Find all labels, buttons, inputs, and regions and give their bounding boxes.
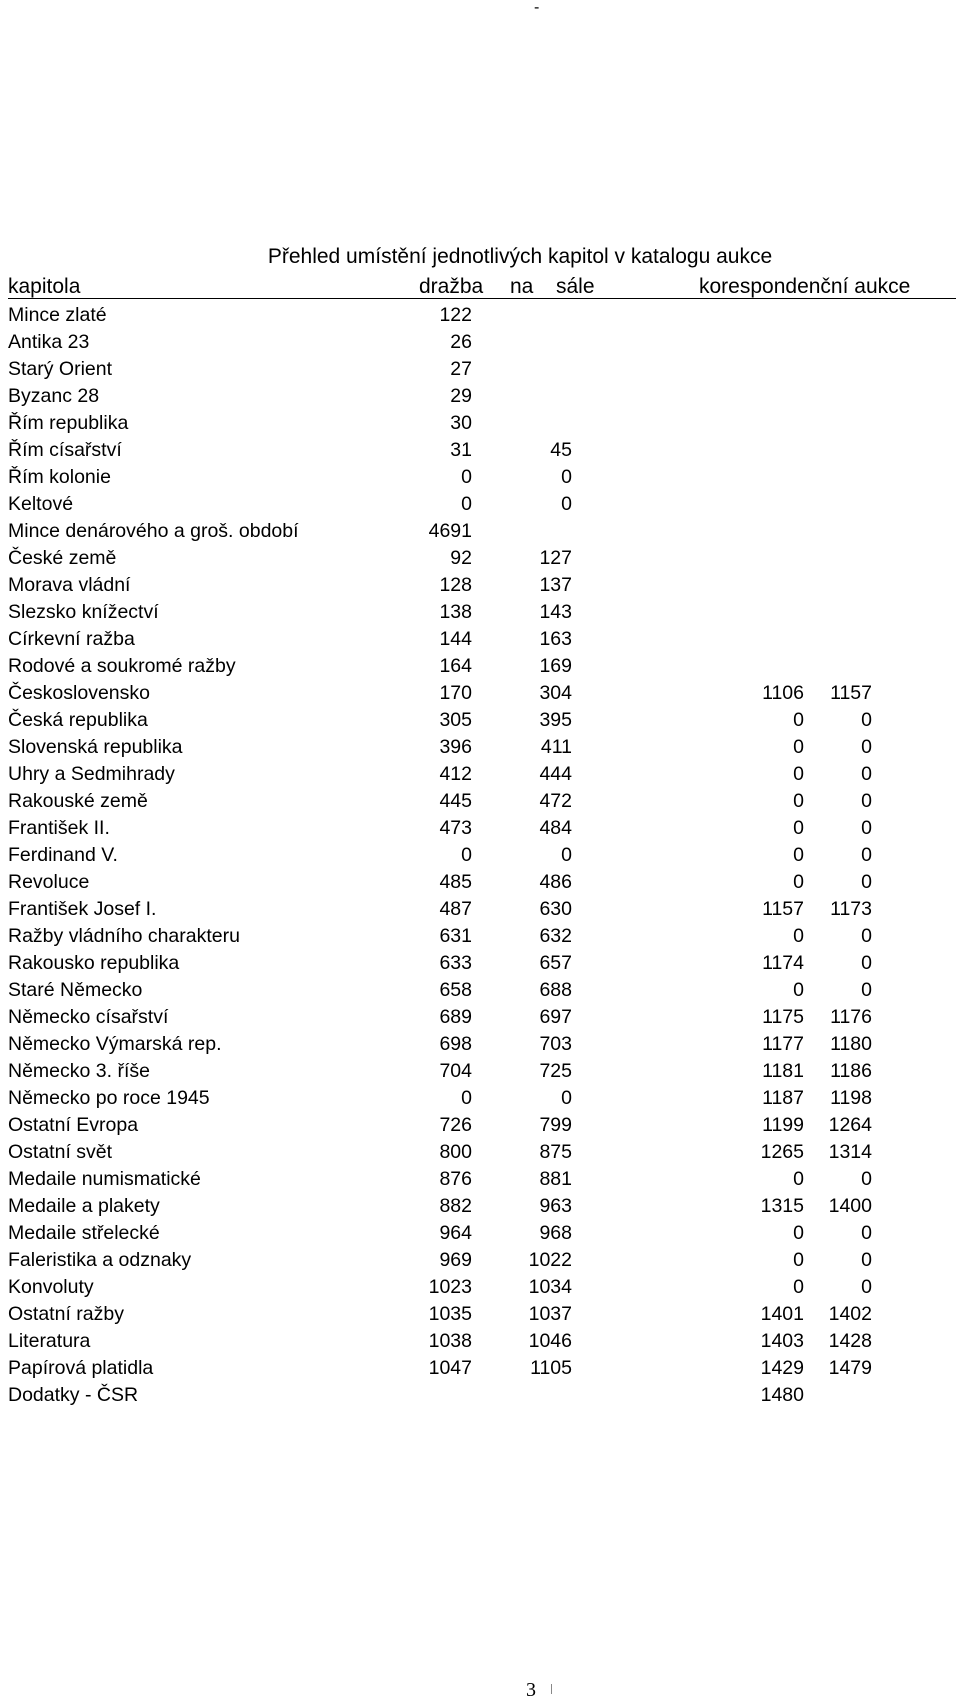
table-row xyxy=(0,1328,960,1355)
table-row xyxy=(0,1058,960,1085)
document-title: Přehled umístění jednotlivých kapitol v katalogu aukce xyxy=(267,245,773,268)
table-row xyxy=(0,410,960,437)
sale-auction-to: 444 xyxy=(539,763,572,785)
correspondence-auction-from: 0 xyxy=(793,844,804,866)
chapter-name: Revoluce xyxy=(8,871,90,893)
table-row xyxy=(0,356,960,383)
table-row xyxy=(0,1220,960,1247)
chapter-name: Antika 23 xyxy=(8,331,90,353)
sale-auction-from: 633 xyxy=(439,952,472,974)
table-row xyxy=(0,1112,960,1139)
correspondence-auction-from: 1106 xyxy=(762,682,804,704)
correspondence-auction-from: 1315 xyxy=(760,1195,804,1217)
sale-auction-to: 688 xyxy=(539,979,572,1001)
correspondence-auction-to: 1264 xyxy=(828,1114,872,1136)
table-row xyxy=(0,653,960,680)
sale-auction-to: 486 xyxy=(539,871,572,893)
correspondence-auction-from: 1199 xyxy=(762,1114,804,1136)
chapter-name: Ražby vládního charakteru xyxy=(8,925,240,947)
table-row xyxy=(0,788,960,815)
correspondence-auction-from: 0 xyxy=(793,1222,804,1244)
sale-auction-to: 395 xyxy=(539,709,572,731)
sale-auction-from: 92 xyxy=(450,547,472,569)
sale-auction-to: 1037 xyxy=(528,1303,572,1325)
sale-auction-from: 128 xyxy=(439,574,472,596)
sale-auction-to: 0 xyxy=(561,844,572,866)
sale-auction-from: 473 xyxy=(439,817,472,839)
chapter-name: Mince zlaté xyxy=(8,304,107,326)
top-mark: - xyxy=(534,0,540,16)
chapter-name: Uhry a Sedmihrady xyxy=(8,763,175,785)
table-row xyxy=(0,491,960,518)
table-row xyxy=(0,302,960,329)
correspondence-auction-from: 0 xyxy=(793,1276,804,1298)
chapter-name: Faleristika a odznaky xyxy=(8,1249,192,1271)
chapter-name: Rakouské země xyxy=(8,790,148,812)
sale-auction-to: 0 xyxy=(561,466,572,488)
header-korespondencni-aukce: korespondenční aukce xyxy=(699,275,911,298)
correspondence-auction-from: 0 xyxy=(793,736,804,758)
table-row xyxy=(0,1031,960,1058)
chapter-name: Medaile a plakety xyxy=(8,1195,160,1217)
correspondence-auction-from: 0 xyxy=(793,979,804,1001)
chapter-name: Medaile numismatické xyxy=(8,1168,201,1190)
correspondence-auction-to: 0 xyxy=(861,979,872,1001)
sale-auction-from: 800 xyxy=(439,1141,472,1163)
correspondence-auction-to: 0 xyxy=(861,709,872,731)
table-row xyxy=(0,464,960,491)
chapter-name: František Josef I. xyxy=(8,898,157,920)
sale-auction-to: 1022 xyxy=(528,1249,572,1271)
correspondence-auction-to: 0 xyxy=(861,790,872,812)
table-header xyxy=(0,273,960,300)
sale-auction-to: 484 xyxy=(539,817,572,839)
chapter-name: Konvoluty xyxy=(8,1276,94,1298)
chapter-name: Mince denárového a groš. období xyxy=(8,520,299,542)
correspondence-auction-to: 0 xyxy=(861,736,872,758)
sale-auction-from: 144 xyxy=(439,628,472,650)
chapter-name: Ostatní svět xyxy=(8,1141,113,1163)
sale-auction-to: 881 xyxy=(539,1168,572,1190)
sale-auction-to: 127 xyxy=(539,547,572,569)
table-row xyxy=(0,1274,960,1301)
correspondence-auction-to: 1402 xyxy=(828,1303,872,1325)
correspondence-auction-to: 0 xyxy=(861,952,872,974)
chapter-name: Ferdinand V. xyxy=(8,844,118,866)
table-row xyxy=(0,518,960,545)
table-row xyxy=(0,1085,960,1112)
correspondence-auction-to: 0 xyxy=(861,1276,872,1298)
correspondence-auction-to: 1180 xyxy=(830,1033,872,1055)
chapter-name: Rakousko republika xyxy=(8,952,180,974)
sale-auction-from: 412 xyxy=(439,763,472,785)
table-row xyxy=(0,1166,960,1193)
page-number: 3 xyxy=(526,1679,536,1701)
table-row xyxy=(0,626,960,653)
table-row xyxy=(0,761,960,788)
correspondence-auction-to: 1198 xyxy=(830,1087,872,1109)
table-row xyxy=(0,1382,960,1409)
sale-auction-to: 657 xyxy=(539,952,572,974)
correspondence-auction-from: 0 xyxy=(793,790,804,812)
table-row xyxy=(0,1004,960,1031)
chapter-name: Československo xyxy=(8,682,150,704)
sale-auction-from: 704 xyxy=(439,1060,472,1082)
sale-auction-from: 487 xyxy=(439,898,472,920)
sale-auction-from: 1047 xyxy=(428,1357,472,1379)
sale-auction-to: 143 xyxy=(539,601,572,623)
sale-auction-from: 876 xyxy=(439,1168,472,1190)
correspondence-auction-to: 0 xyxy=(861,871,872,893)
correspondence-auction-to: 0 xyxy=(861,1168,872,1190)
sale-auction-to: 1105 xyxy=(530,1357,572,1379)
correspondence-auction-from: 0 xyxy=(793,817,804,839)
sale-auction-from: 164 xyxy=(439,655,472,677)
table-row xyxy=(0,1139,960,1166)
correspondence-auction-to: 0 xyxy=(861,925,872,947)
sale-auction-from: 27 xyxy=(450,358,472,380)
chapter-name: Česká republika xyxy=(8,709,148,731)
correspondence-auction-from: 1181 xyxy=(762,1060,804,1082)
correspondence-auction-from: 1429 xyxy=(760,1357,804,1379)
chapter-name: Řím republika xyxy=(8,412,129,434)
header-na: na xyxy=(510,275,534,298)
correspondence-auction-to: 0 xyxy=(861,1222,872,1244)
sale-auction-from: 31 xyxy=(450,439,472,461)
sale-auction-from: 689 xyxy=(439,1006,472,1028)
sale-auction-to: 630 xyxy=(539,898,572,920)
correspondence-auction-from: 1403 xyxy=(760,1330,804,1352)
table-row xyxy=(0,734,960,761)
correspondence-auction-from: 0 xyxy=(793,871,804,893)
table-row xyxy=(0,896,960,923)
sale-auction-from: 1035 xyxy=(428,1303,472,1325)
sale-auction-from: 964 xyxy=(439,1222,472,1244)
sale-auction-to: 1034 xyxy=(528,1276,572,1298)
header-sale: sále xyxy=(556,275,595,298)
sale-auction-from: 1038 xyxy=(428,1330,472,1352)
correspondence-auction-to: 0 xyxy=(861,1249,872,1271)
sale-auction-to: 472 xyxy=(539,790,572,812)
correspondence-auction-to: 0 xyxy=(861,844,872,866)
table-row xyxy=(0,437,960,464)
correspondence-auction-to: 1186 xyxy=(830,1060,872,1082)
sale-auction-to: 45 xyxy=(550,439,572,461)
header-drazba: dražba xyxy=(419,275,484,298)
correspondence-auction-to: 0 xyxy=(861,763,872,785)
sale-auction-from: 0 xyxy=(461,844,472,866)
correspondence-auction-from: 1175 xyxy=(762,1006,804,1028)
correspondence-auction-from: 0 xyxy=(793,925,804,947)
chapter-name: Církevní ražba xyxy=(8,628,135,650)
correspondence-auction-to: 1157 xyxy=(830,682,872,704)
table-row xyxy=(0,1355,960,1382)
sale-auction-to: 0 xyxy=(561,1087,572,1109)
correspondence-auction-from: 1157 xyxy=(762,898,804,920)
chapter-name: Starý Orient xyxy=(8,358,113,380)
chapter-name: Řím císařství xyxy=(8,439,122,461)
correspondence-auction-from: 1174 xyxy=(762,952,804,974)
sale-auction-from: 1023 xyxy=(428,1276,472,1298)
sale-auction-from: 305 xyxy=(439,709,472,731)
chapter-name: František II. xyxy=(8,817,110,839)
table-row xyxy=(0,1193,960,1220)
sale-auction-from: 658 xyxy=(439,979,472,1001)
chapter-name: Keltové xyxy=(8,493,74,515)
header-underline xyxy=(8,298,956,299)
correspondence-auction-from: 0 xyxy=(793,763,804,785)
table-row xyxy=(0,329,960,356)
table-row xyxy=(0,1247,960,1274)
sale-auction-from: 969 xyxy=(439,1249,472,1271)
correspondence-auction-to: 1173 xyxy=(830,898,872,920)
sale-auction-from: 30 xyxy=(450,412,472,434)
chapter-name: Morava vládní xyxy=(8,574,131,596)
chapter-name: Německo Výmarská rep. xyxy=(8,1033,222,1055)
table-row xyxy=(0,869,960,896)
table-row xyxy=(0,680,960,707)
chapter-name: Rodové a soukromé ražby xyxy=(8,655,236,677)
chapter-name: Slezsko knížectví xyxy=(8,601,159,623)
chapter-name: Literatura xyxy=(8,1330,91,1352)
sale-auction-to: 411 xyxy=(540,736,572,758)
sale-auction-from: 882 xyxy=(439,1195,472,1217)
sale-auction-from: 0 xyxy=(461,493,472,515)
chapter-name: Německo 3. říše xyxy=(8,1060,150,1082)
table-row xyxy=(0,923,960,950)
chapter-name: Byzanc 28 xyxy=(8,385,100,407)
chapter-name: Ostatní Evropa xyxy=(8,1114,139,1136)
sale-auction-from: 0 xyxy=(461,1087,472,1109)
sale-auction-to: 169 xyxy=(539,655,572,677)
table-row xyxy=(0,383,960,410)
table-row xyxy=(0,950,960,977)
chapter-name: Ostatní ražby xyxy=(8,1303,124,1325)
chapter-name: Papírová platidla xyxy=(8,1357,154,1379)
sale-auction-to: 703 xyxy=(539,1033,572,1055)
table-row xyxy=(0,1301,960,1328)
correspondence-auction-from: 0 xyxy=(793,709,804,731)
sale-auction-from: 122 xyxy=(439,304,472,326)
table-row xyxy=(0,572,960,599)
sale-auction-to: 963 xyxy=(539,1195,572,1217)
correspondence-auction-to: 1428 xyxy=(828,1330,872,1352)
table-row xyxy=(0,707,960,734)
sale-auction-to: 163 xyxy=(539,628,572,650)
sale-auction-from: 445 xyxy=(439,790,472,812)
correspondence-auction-from: 1401 xyxy=(760,1303,804,1325)
correspondence-auction-to: 1479 xyxy=(828,1357,872,1379)
sale-auction-from: 0 xyxy=(461,466,472,488)
sale-auction-from: 4691 xyxy=(428,520,472,542)
table-row xyxy=(0,599,960,626)
table-row xyxy=(0,977,960,1004)
correspondence-auction-from: 0 xyxy=(793,1168,804,1190)
sale-auction-from: 698 xyxy=(439,1033,472,1055)
sale-auction-to: 799 xyxy=(539,1114,572,1136)
page-mark xyxy=(551,1684,552,1694)
correspondence-auction-to: 0 xyxy=(861,817,872,839)
table-row xyxy=(0,842,960,869)
sale-auction-from: 485 xyxy=(439,871,472,893)
header-kapitola: kapitola xyxy=(8,275,81,298)
chapter-name: Dodatky - ČSR xyxy=(8,1384,139,1406)
chapter-name: Německo po roce 1945 xyxy=(8,1087,210,1109)
sale-auction-from: 29 xyxy=(450,385,472,407)
sale-auction-to: 875 xyxy=(539,1141,572,1163)
sale-auction-to: 304 xyxy=(539,682,572,704)
chapter-name: České země xyxy=(8,547,117,569)
chapter-name: Medaile střelecké xyxy=(8,1222,160,1244)
correspondence-auction-to: 1400 xyxy=(828,1195,872,1217)
chapter-name: Řím kolonie xyxy=(8,466,111,488)
correspondence-auction-from: 1265 xyxy=(760,1141,804,1163)
sale-auction-from: 26 xyxy=(450,331,472,353)
sale-auction-from: 138 xyxy=(439,601,472,623)
sale-auction-from: 396 xyxy=(439,736,472,758)
table-row xyxy=(0,545,960,572)
sale-auction-from: 726 xyxy=(439,1114,472,1136)
sale-auction-from: 631 xyxy=(439,925,472,947)
chapter-name: Slovenská republika xyxy=(8,736,183,758)
correspondence-auction-to: 1314 xyxy=(828,1141,872,1163)
correspondence-auction-to: 1176 xyxy=(830,1006,872,1028)
chapter-table xyxy=(0,302,960,1409)
sale-auction-from: 170 xyxy=(439,682,472,704)
sale-auction-to: 968 xyxy=(539,1222,572,1244)
sale-auction-to: 1046 xyxy=(528,1330,572,1352)
correspondence-auction-from: 0 xyxy=(793,1249,804,1271)
correspondence-auction-from: 1480 xyxy=(760,1384,804,1406)
correspondence-auction-from: 1177 xyxy=(762,1033,804,1055)
sale-auction-to: 697 xyxy=(539,1006,572,1028)
table-row xyxy=(0,815,960,842)
sale-auction-to: 0 xyxy=(561,493,572,515)
chapter-name: Staré Německo xyxy=(8,979,143,1001)
sale-auction-to: 632 xyxy=(539,925,572,947)
sale-auction-to: 725 xyxy=(539,1060,572,1082)
correspondence-auction-from: 1187 xyxy=(762,1087,804,1109)
sale-auction-to: 137 xyxy=(539,574,572,596)
chapter-name: Německo císařství xyxy=(8,1006,169,1028)
